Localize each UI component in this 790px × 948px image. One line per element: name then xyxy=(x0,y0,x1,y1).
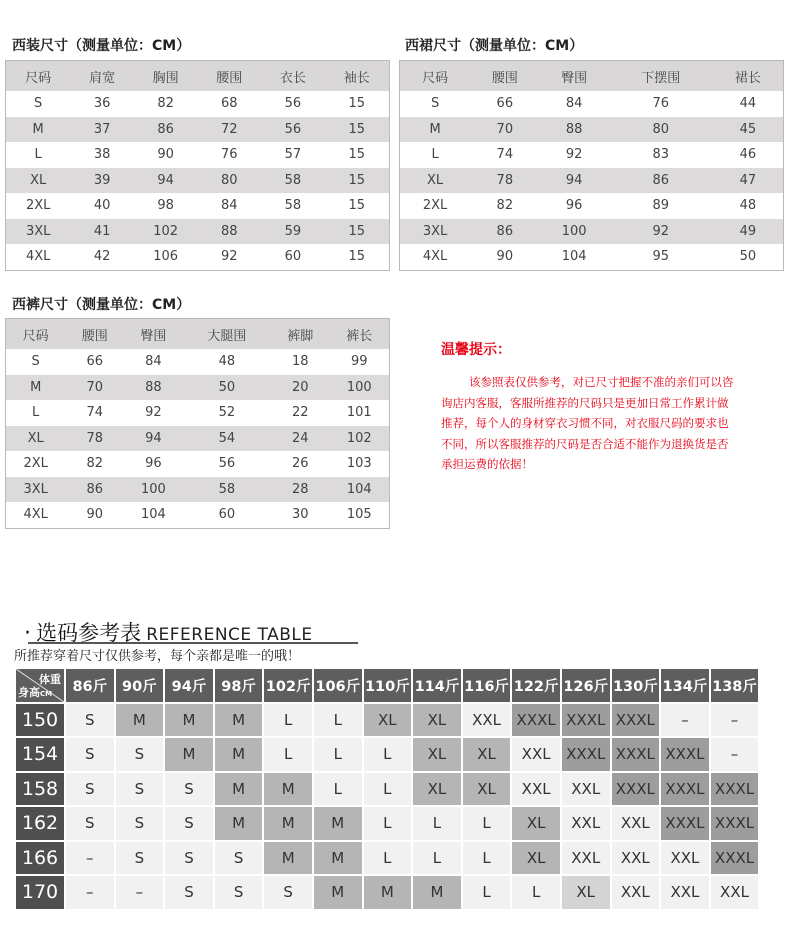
table-row xyxy=(6,117,390,143)
skirt-header-cell: 尺码 xyxy=(400,61,471,92)
table-cell: 49 xyxy=(713,219,784,245)
table-cell: 90 xyxy=(470,244,539,270)
table-cell: 92 xyxy=(197,244,261,270)
table-cell: 2XL xyxy=(6,193,71,219)
size-cell: M xyxy=(264,842,312,875)
table-cell: 84 xyxy=(124,349,183,375)
size-cell: M xyxy=(314,876,362,909)
table-cell: 15 xyxy=(325,91,390,117)
table-cell: 105 xyxy=(330,502,390,528)
table-cell: 56 xyxy=(261,91,325,117)
table-cell: 80 xyxy=(197,168,261,194)
size-cell: S xyxy=(165,807,213,840)
size-cell: M xyxy=(264,773,312,806)
table-cell: S xyxy=(400,91,471,117)
height-header-cell: 170 xyxy=(16,876,64,909)
skirt-table-title: 西裙尺寸（测量单位：CM） xyxy=(405,38,584,54)
table-cell: 100 xyxy=(539,219,608,245)
reference-size-table xyxy=(14,667,760,911)
weight-header-cell: 106斤 xyxy=(314,669,362,702)
size-cell: L xyxy=(364,842,412,875)
table-cell: 40 xyxy=(70,193,134,219)
table-row xyxy=(6,477,390,503)
table-cell: 48 xyxy=(713,193,784,219)
size-cell: M xyxy=(116,704,164,737)
table-cell: 54 xyxy=(183,426,271,452)
table-cell: 28 xyxy=(271,477,330,503)
table-cell: 76 xyxy=(609,91,713,117)
table-cell: 15 xyxy=(325,117,390,143)
table-cell: M xyxy=(6,375,66,401)
weight-header-cell: 90斤 xyxy=(116,669,164,702)
size-cell: – xyxy=(66,876,114,909)
suit-header-cell: 腰围 xyxy=(197,61,261,92)
table-cell: 45 xyxy=(713,117,784,143)
table-row xyxy=(16,876,758,909)
table-cell: 74 xyxy=(470,142,539,168)
table-cell: 15 xyxy=(325,142,390,168)
size-cell: L xyxy=(463,842,511,875)
table-cell: 3XL xyxy=(6,219,71,245)
table-cell: 99 xyxy=(330,349,390,375)
size-cell: M xyxy=(215,807,263,840)
table-cell: 95 xyxy=(609,244,713,270)
table-cell: 22 xyxy=(271,400,330,426)
table-cell: 50 xyxy=(183,375,271,401)
table-cell: 20 xyxy=(271,375,330,401)
table-cell: 101 xyxy=(330,400,390,426)
table-cell: 86 xyxy=(609,168,713,194)
table-corner-header xyxy=(16,669,64,702)
table-row xyxy=(6,244,390,270)
table-row xyxy=(6,349,390,375)
table-cell: L xyxy=(400,142,471,168)
size-cell: – xyxy=(711,704,759,737)
size-cell: XL xyxy=(413,704,461,737)
size-cell: – xyxy=(66,842,114,875)
table-row xyxy=(400,244,784,270)
height-header-cell: 150 xyxy=(16,704,64,737)
height-header-cell: 158 xyxy=(16,773,64,806)
height-header-cell: 166 xyxy=(16,842,64,875)
table-cell: 92 xyxy=(539,142,608,168)
size-cell: L xyxy=(264,738,312,771)
table-cell: 76 xyxy=(197,142,261,168)
tip-title: 温馨提示： xyxy=(441,342,511,358)
table-cell: 4XL xyxy=(6,244,71,270)
table-cell: 86 xyxy=(470,219,539,245)
size-cell: XL xyxy=(512,842,560,875)
weight-header-cell: 86斤 xyxy=(66,669,114,702)
size-cell: XXXL xyxy=(612,738,660,771)
table-cell: 88 xyxy=(124,375,183,401)
size-cell: XL xyxy=(463,773,511,806)
table-cell: 58 xyxy=(183,477,271,503)
table-cell: 39 xyxy=(70,168,134,194)
corner-weight-label: 体重 xyxy=(39,673,61,686)
table-cell: 70 xyxy=(65,375,124,401)
table-cell: S xyxy=(6,91,71,117)
size-cell: XXXL xyxy=(612,704,660,737)
size-cell: S xyxy=(165,876,213,909)
table-cell: XL xyxy=(6,426,66,452)
skirt-header-cell: 腰围 xyxy=(470,61,539,92)
size-cell: L xyxy=(314,738,362,771)
table-row xyxy=(400,117,784,143)
table-cell: 66 xyxy=(65,349,124,375)
table-row xyxy=(6,91,390,117)
table-cell: 80 xyxy=(609,117,713,143)
table-cell: 96 xyxy=(539,193,608,219)
size-cell: XL xyxy=(562,876,610,909)
table-cell: 57 xyxy=(261,142,325,168)
size-cell: M xyxy=(264,807,312,840)
table-cell: 18 xyxy=(271,349,330,375)
table-cell: 82 xyxy=(65,451,124,477)
table-cell: 96 xyxy=(124,451,183,477)
table-row xyxy=(400,168,784,194)
size-cell: L xyxy=(264,704,312,737)
table-cell: 84 xyxy=(539,91,608,117)
table-cell: 2XL xyxy=(6,451,66,477)
table-cell: 84 xyxy=(197,193,261,219)
size-cell: S xyxy=(264,876,312,909)
size-cell: M xyxy=(215,773,263,806)
table-cell: 82 xyxy=(134,91,198,117)
size-cell: XXL xyxy=(512,738,560,771)
pants-table-title: 西裤尺寸（测量单位：CM） xyxy=(12,297,191,313)
table-row xyxy=(16,704,758,737)
weight-header-cell: 102斤 xyxy=(264,669,312,702)
size-cell: XXL xyxy=(711,876,759,909)
skirt-header-cell: 裙长 xyxy=(713,61,784,92)
table-cell: 78 xyxy=(470,168,539,194)
size-cell: XXXL xyxy=(711,842,759,875)
pants-header-cell: 大腿围 xyxy=(183,319,271,350)
size-cell: – xyxy=(661,704,709,737)
table-cell: 72 xyxy=(197,117,261,143)
table-cell: 37 xyxy=(70,117,134,143)
table-cell: 90 xyxy=(65,502,124,528)
weight-header-cell: 114斤 xyxy=(413,669,461,702)
table-cell: 42 xyxy=(70,244,134,270)
size-cell: XXXL xyxy=(661,738,709,771)
table-cell: 103 xyxy=(330,451,390,477)
table-row xyxy=(400,219,784,245)
table-cell: 106 xyxy=(134,244,198,270)
table-cell: XL xyxy=(6,168,71,194)
table-cell: M xyxy=(400,117,471,143)
weight-header-cell: 126斤 xyxy=(562,669,610,702)
table-cell: 104 xyxy=(330,477,390,503)
table-cell: 36 xyxy=(70,91,134,117)
table-cell: 58 xyxy=(261,193,325,219)
size-cell: XXXL xyxy=(512,704,560,737)
suit-header-cell: 尺码 xyxy=(6,61,71,92)
size-cell: S xyxy=(215,842,263,875)
suit-table-title: 西装尺寸（测量单位：CM） xyxy=(12,38,191,54)
table-cell: L xyxy=(6,400,66,426)
size-cell: XXL xyxy=(562,807,610,840)
table-row xyxy=(6,502,390,528)
table-cell: 89 xyxy=(609,193,713,219)
size-cell: L xyxy=(413,807,461,840)
reference-title-en: REFERENCE TABLE xyxy=(146,625,313,645)
table-cell: 46 xyxy=(713,142,784,168)
table-cell: 58 xyxy=(261,168,325,194)
size-cell: XXXL xyxy=(562,738,610,771)
suit-size-table xyxy=(5,60,390,271)
table-cell: 104 xyxy=(124,502,183,528)
weight-header-cell: 122斤 xyxy=(512,669,560,702)
size-cell: M xyxy=(314,807,362,840)
size-cell: XXXL xyxy=(661,773,709,806)
size-cell: M xyxy=(215,704,263,737)
table-cell: 104 xyxy=(539,244,608,270)
table-cell: 15 xyxy=(325,219,390,245)
table-row xyxy=(400,91,784,117)
table-cell: 2XL xyxy=(400,193,471,219)
size-cell: XXL xyxy=(463,704,511,737)
suit-header-cell: 袖长 xyxy=(325,61,390,92)
table-cell: S xyxy=(6,349,66,375)
size-cell: L xyxy=(512,876,560,909)
table-cell: 66 xyxy=(470,91,539,117)
size-cell: M xyxy=(314,842,362,875)
table-cell: 56 xyxy=(183,451,271,477)
pants-size-table xyxy=(5,318,390,529)
table-cell: 24 xyxy=(271,426,330,452)
size-cell: M xyxy=(165,738,213,771)
size-cell: XXXL xyxy=(612,773,660,806)
table-cell: 100 xyxy=(330,375,390,401)
table-cell: 102 xyxy=(330,426,390,452)
table-cell: 52 xyxy=(183,400,271,426)
bullet-dot: · xyxy=(24,621,31,646)
size-cell: L xyxy=(413,842,461,875)
size-cell: M xyxy=(215,738,263,771)
table-cell: 50 xyxy=(713,244,784,270)
table-row xyxy=(16,773,758,806)
table-cell: 60 xyxy=(183,502,271,528)
size-cell: XL xyxy=(413,738,461,771)
table-cell: 15 xyxy=(325,168,390,194)
table-row xyxy=(16,738,758,771)
size-cell: XXL xyxy=(612,876,660,909)
table-cell: M xyxy=(6,117,71,143)
table-row xyxy=(6,142,390,168)
size-cell: XXL xyxy=(562,773,610,806)
table-cell: 90 xyxy=(134,142,198,168)
size-cell: S xyxy=(66,773,114,806)
table-cell: 78 xyxy=(65,426,124,452)
size-cell: XXL xyxy=(512,773,560,806)
size-cell: XXXL xyxy=(562,704,610,737)
suit-header-cell: 胸围 xyxy=(134,61,198,92)
pants-header-cell: 裤长 xyxy=(330,319,390,350)
table-row xyxy=(400,193,784,219)
size-cell: M xyxy=(165,704,213,737)
size-cell: L xyxy=(463,876,511,909)
table-cell: 100 xyxy=(124,477,183,503)
reference-subtitle: 所推荐穿着尺寸仅供参考，每个亲都是唯一的哦！ xyxy=(14,649,301,664)
table-cell: 38 xyxy=(70,142,134,168)
table-row xyxy=(6,219,390,245)
table-cell: 3XL xyxy=(6,477,66,503)
pants-header-cell: 腰围 xyxy=(65,319,124,350)
table-cell: 60 xyxy=(261,244,325,270)
table-cell: 30 xyxy=(271,502,330,528)
suit-header-cell: 衣长 xyxy=(261,61,325,92)
table-cell: 88 xyxy=(539,117,608,143)
size-cell: XXL xyxy=(612,807,660,840)
table-cell: 92 xyxy=(609,219,713,245)
table-cell: 41 xyxy=(70,219,134,245)
size-cell: M xyxy=(413,876,461,909)
size-cell: XL xyxy=(364,704,412,737)
table-cell: 70 xyxy=(470,117,539,143)
table-cell: 48 xyxy=(183,349,271,375)
reference-title-cn: 选码参考表 xyxy=(36,621,142,645)
size-cell: XXXL xyxy=(711,773,759,806)
table-row xyxy=(400,142,784,168)
size-cell: S xyxy=(116,773,164,806)
size-cell: XXL xyxy=(661,842,709,875)
table-cell: 74 xyxy=(65,400,124,426)
size-cell: – xyxy=(711,738,759,771)
table-row xyxy=(6,168,390,194)
table-cell: 92 xyxy=(124,400,183,426)
size-cell: S xyxy=(116,807,164,840)
size-cell: XXXL xyxy=(711,807,759,840)
table-cell: 56 xyxy=(261,117,325,143)
size-cell: XL xyxy=(512,807,560,840)
size-cell: L xyxy=(314,704,362,737)
size-cell: – xyxy=(116,876,164,909)
table-cell: 44 xyxy=(713,91,784,117)
table-cell: 68 xyxy=(197,91,261,117)
weight-header-cell: 130斤 xyxy=(612,669,660,702)
skirt-header-cell: 下摆围 xyxy=(609,61,713,92)
size-cell: XL xyxy=(463,738,511,771)
size-cell: L xyxy=(364,738,412,771)
table-row xyxy=(16,807,758,840)
table-cell: XL xyxy=(400,168,471,194)
size-cell: S xyxy=(165,842,213,875)
size-cell: M xyxy=(364,876,412,909)
size-cell: S xyxy=(215,876,263,909)
size-cell: L xyxy=(364,773,412,806)
size-cell: L xyxy=(463,807,511,840)
weight-header-cell: 134斤 xyxy=(661,669,709,702)
table-cell: 98 xyxy=(134,193,198,219)
skirt-header-cell: 臀围 xyxy=(539,61,608,92)
table-cell: 15 xyxy=(325,193,390,219)
table-cell: 59 xyxy=(261,219,325,245)
weight-header-cell: 138斤 xyxy=(711,669,759,702)
size-cell: L xyxy=(314,773,362,806)
table-cell: 86 xyxy=(65,477,124,503)
table-row xyxy=(6,375,390,401)
height-header-cell: 154 xyxy=(16,738,64,771)
heading-underline xyxy=(28,642,358,644)
table-cell: 15 xyxy=(325,244,390,270)
size-cell: S xyxy=(116,842,164,875)
table-cell: 94 xyxy=(539,168,608,194)
table-row xyxy=(6,426,390,452)
table-cell: 82 xyxy=(470,193,539,219)
size-cell: XXL xyxy=(612,842,660,875)
table-cell: 102 xyxy=(134,219,198,245)
table-row xyxy=(6,400,390,426)
table-row xyxy=(6,193,390,219)
table-cell: 26 xyxy=(271,451,330,477)
table-cell: 86 xyxy=(134,117,198,143)
size-cell: S xyxy=(66,738,114,771)
suit-header-cell: 肩宽 xyxy=(70,61,134,92)
table-cell: 94 xyxy=(124,426,183,452)
weight-header-cell: 94斤 xyxy=(165,669,213,702)
height-header-cell: 162 xyxy=(16,807,64,840)
table-cell: 88 xyxy=(197,219,261,245)
size-cell: XXXL xyxy=(661,807,709,840)
corner-height-label: 身高CM xyxy=(18,685,53,699)
table-cell: 47 xyxy=(713,168,784,194)
size-cell: S xyxy=(66,807,114,840)
size-cell: XL xyxy=(413,773,461,806)
skirt-size-table xyxy=(399,60,784,271)
pants-header-cell: 尺码 xyxy=(6,319,66,350)
pants-header-cell: 裤脚 xyxy=(271,319,330,350)
table-cell: 3XL xyxy=(400,219,471,245)
table-cell: 83 xyxy=(609,142,713,168)
weight-header-cell: 116斤 xyxy=(463,669,511,702)
size-cell: L xyxy=(364,807,412,840)
size-cell: S xyxy=(165,773,213,806)
table-cell: L xyxy=(6,142,71,168)
table-row xyxy=(16,842,758,875)
pants-header-cell: 臀围 xyxy=(124,319,183,350)
size-cell: XXL xyxy=(661,876,709,909)
table-cell: 94 xyxy=(134,168,198,194)
table-cell: 4XL xyxy=(400,244,471,270)
tip-text: 该参照表仅供参考，对已尺寸把握不准的亲们可以咨询店内客服，客服所推荐的尺码只是更加日常工作累计做推荐，每个人的身材穿衣习惯不同，对衣服尺码的要求也不同，所以客服推荐的尺码是否合适不能作为退换货是否承担运费的依据！ xyxy=(441,375,734,471)
table-row xyxy=(6,451,390,477)
size-cell: S xyxy=(116,738,164,771)
size-cell: S xyxy=(66,704,114,737)
weight-header-cell: 98斤 xyxy=(215,669,263,702)
weight-header-cell: 110斤 xyxy=(364,669,412,702)
table-cell: 4XL xyxy=(6,502,66,528)
size-cell: XXL xyxy=(562,842,610,875)
